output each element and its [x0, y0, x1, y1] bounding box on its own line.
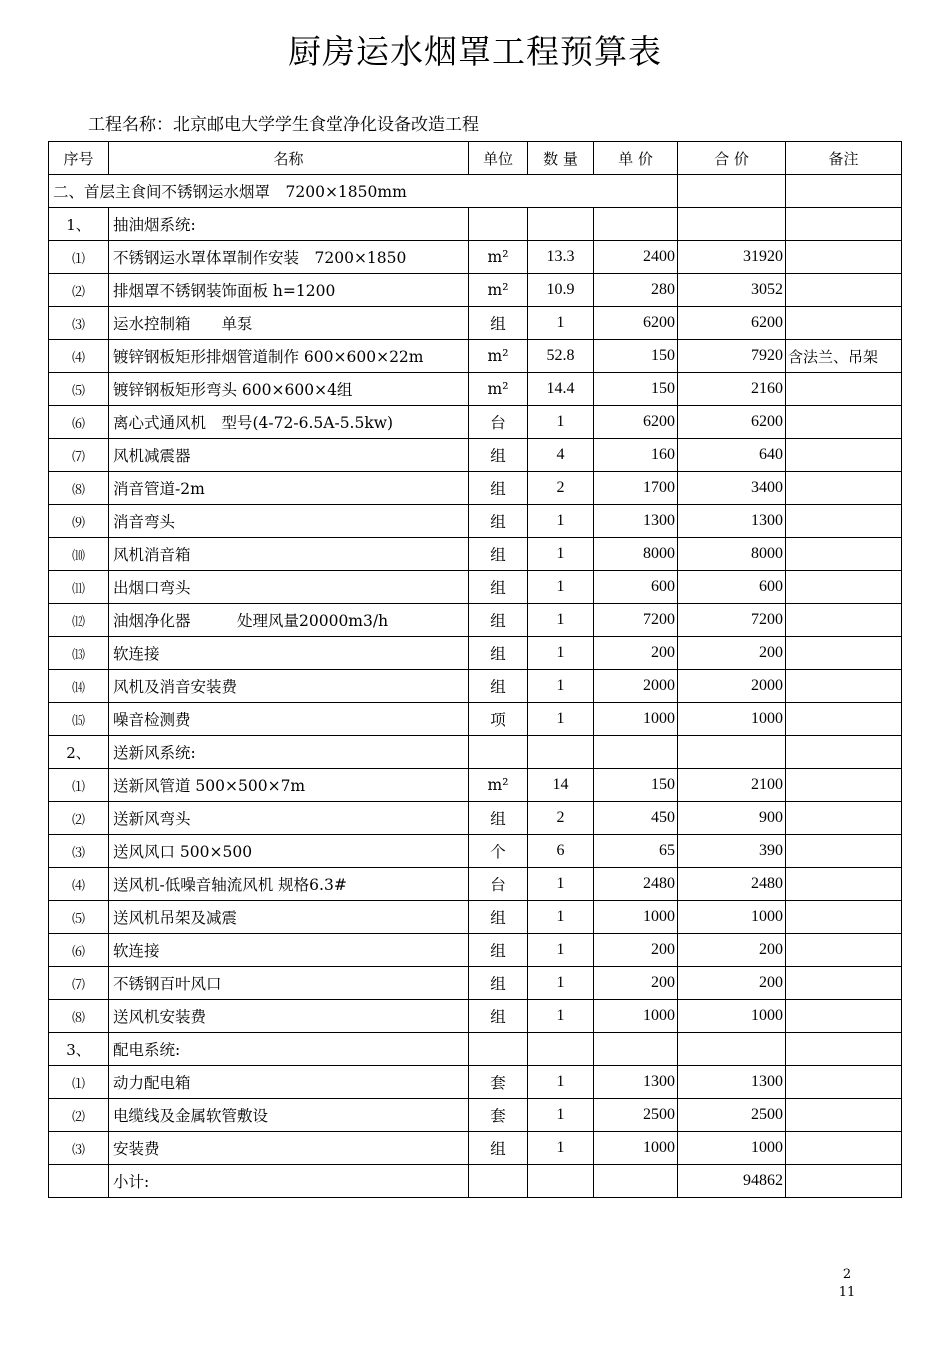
- row-name: 风机减震器: [109, 439, 469, 472]
- group-empty-cell: [678, 208, 786, 241]
- row-total-price: 640: [678, 439, 786, 472]
- table-row: [49, 1000, 902, 1033]
- row-name: 送风机-低噪音轴流风机 规格6.3#: [109, 868, 469, 901]
- row-unit-price: 8000: [594, 538, 678, 571]
- row-unit-price: 200: [594, 934, 678, 967]
- row-name: 离心式通风机 型号(4-72-6.5A-5.5kw): [109, 406, 469, 439]
- row-total-price: 6200: [678, 406, 786, 439]
- row-name: 消音管道-2m: [109, 472, 469, 505]
- row-unit: 组: [469, 1000, 528, 1033]
- row-note: [786, 571, 902, 604]
- row-note: [786, 439, 902, 472]
- row-number: ⒂: [49, 703, 109, 736]
- row-number: ⑼: [49, 505, 109, 538]
- row-note: [786, 307, 902, 340]
- row-note: [786, 241, 902, 274]
- row-quantity: 1: [528, 505, 594, 538]
- row-total-price: 2500: [678, 1099, 786, 1132]
- row-quantity: 1: [528, 637, 594, 670]
- row-number: ⑶: [49, 835, 109, 868]
- row-number: ⑶: [49, 307, 109, 340]
- row-unit-price: 1000: [594, 703, 678, 736]
- row-note: [786, 934, 902, 967]
- row-quantity: 13.3: [528, 241, 594, 274]
- row-unit-price: 1000: [594, 1000, 678, 1033]
- row-number: ⑸: [49, 901, 109, 934]
- row-unit: 组: [469, 637, 528, 670]
- row-note: [786, 472, 902, 505]
- group-empty-cell: [469, 1033, 528, 1066]
- row-unit-price: 2000: [594, 670, 678, 703]
- row-unit: 个: [469, 835, 528, 868]
- row-unit: 套: [469, 1099, 528, 1132]
- row-name: 软连接: [109, 637, 469, 670]
- row-name: 不锈钢百叶风口: [109, 967, 469, 1000]
- row-quantity: 14: [528, 769, 594, 802]
- row-quantity: 1: [528, 307, 594, 340]
- row-total-price: 2000: [678, 670, 786, 703]
- row-name: 送新风弯头: [109, 802, 469, 835]
- row-number: ⑵: [49, 802, 109, 835]
- row-unit: 组: [469, 472, 528, 505]
- row-unit-price: 1300: [594, 1066, 678, 1099]
- row-total-price: 8000: [678, 538, 786, 571]
- row-name: 风机消音箱: [109, 538, 469, 571]
- section-title: 二、首层主食间不锈钢运水烟罩 7200×1850mm: [49, 175, 678, 208]
- row-quantity: 1: [528, 670, 594, 703]
- row-note: [786, 1132, 902, 1165]
- row-unit-price: 6200: [594, 406, 678, 439]
- group-row: [49, 208, 902, 241]
- row-unit-price: 2400: [594, 241, 678, 274]
- row-quantity: 1: [528, 1066, 594, 1099]
- subtotal-value: 94862: [678, 1165, 786, 1198]
- row-name: 送风机安装费: [109, 1000, 469, 1033]
- row-quantity: 1: [528, 1099, 594, 1132]
- row-note: [786, 835, 902, 868]
- row-note: [786, 670, 902, 703]
- row-note: [786, 406, 902, 439]
- row-note: [786, 1000, 902, 1033]
- row-unit: 组: [469, 802, 528, 835]
- row-total-price: 600: [678, 571, 786, 604]
- group-name: 送新风系统:: [109, 736, 469, 769]
- row-name: 送新风管道 500×500×7m: [109, 769, 469, 802]
- row-number: ⑴: [49, 241, 109, 274]
- row-quantity: 1: [528, 967, 594, 1000]
- row-total-price: 3400: [678, 472, 786, 505]
- row-unit: m²: [469, 340, 528, 373]
- row-unit: 组: [469, 571, 528, 604]
- table-row: [49, 274, 902, 307]
- row-unit-price: 1000: [594, 901, 678, 934]
- row-quantity: 1: [528, 604, 594, 637]
- row-unit: 套: [469, 1066, 528, 1099]
- row-name: 油烟净化器 处理风量20000m3/h: [109, 604, 469, 637]
- row-number: ⑸: [49, 373, 109, 406]
- row-number: ⑷: [49, 340, 109, 373]
- row-note: [786, 901, 902, 934]
- table-row: [49, 241, 902, 274]
- row-unit: 项: [469, 703, 528, 736]
- group-number: 2、: [49, 736, 109, 769]
- row-unit-price: 200: [594, 967, 678, 1000]
- row-total-price: 200: [678, 934, 786, 967]
- row-unit-price: 65: [594, 835, 678, 868]
- group-empty-cell: [469, 208, 528, 241]
- row-note: [786, 505, 902, 538]
- row-note: [786, 802, 902, 835]
- budget-table: [48, 141, 902, 1198]
- row-quantity: 10.9: [528, 274, 594, 307]
- row-quantity: 1: [528, 901, 594, 934]
- subtotal-row: [49, 1165, 902, 1198]
- group-empty-cell: [786, 736, 902, 769]
- subtotal-label: 小计:: [109, 1165, 469, 1198]
- row-number: ⑷: [49, 868, 109, 901]
- section-empty-cell: [786, 175, 902, 208]
- row-total-price: 2480: [678, 868, 786, 901]
- document-title: 厨房运水烟罩工程预算表: [288, 32, 662, 71]
- table-row: [49, 835, 902, 868]
- group-empty-cell: [528, 1033, 594, 1066]
- row-total-price: 1000: [678, 901, 786, 934]
- row-number: ⑹: [49, 406, 109, 439]
- header-no: 序号: [49, 142, 109, 175]
- row-name: 消音弯头: [109, 505, 469, 538]
- row-unit-price: 160: [594, 439, 678, 472]
- row-unit: m²: [469, 769, 528, 802]
- row-quantity: 1: [528, 934, 594, 967]
- row-number: ⑴: [49, 769, 109, 802]
- table-row: [49, 307, 902, 340]
- row-quantity: 1: [528, 538, 594, 571]
- header-price: 单 价: [594, 142, 678, 175]
- subtotal-empty-cell: [49, 1165, 109, 1198]
- row-unit-price: 150: [594, 340, 678, 373]
- table-row: [49, 901, 902, 934]
- group-empty-cell: [594, 736, 678, 769]
- row-name: 镀锌钢板矩形弯头 600×600×4组: [109, 373, 469, 406]
- table-row: [49, 604, 902, 637]
- row-unit: 组: [469, 505, 528, 538]
- table-row: [49, 538, 902, 571]
- row-note: [786, 538, 902, 571]
- group-number: 1、: [49, 208, 109, 241]
- row-unit: 组: [469, 670, 528, 703]
- row-unit-price: 1000: [594, 1132, 678, 1165]
- group-empty-cell: [528, 736, 594, 769]
- group-empty-cell: [594, 208, 678, 241]
- row-name: 噪音检测费: [109, 703, 469, 736]
- row-number: ⑻: [49, 472, 109, 505]
- page-number: [832, 1266, 862, 1302]
- row-quantity: 52.8: [528, 340, 594, 373]
- table-row: [49, 703, 902, 736]
- group-empty-cell: [528, 208, 594, 241]
- row-total-price: 1000: [678, 1000, 786, 1033]
- header-name: 名称: [109, 142, 469, 175]
- row-unit-price: 2480: [594, 868, 678, 901]
- row-total-price: 6200: [678, 307, 786, 340]
- row-name: 送风风口 500×500: [109, 835, 469, 868]
- row-unit-price: 150: [594, 769, 678, 802]
- row-total-price: 200: [678, 637, 786, 670]
- row-unit: 组: [469, 538, 528, 571]
- row-unit: 组: [469, 901, 528, 934]
- row-name: 运水控制箱 单泵: [109, 307, 469, 340]
- row-name: 出烟口弯头: [109, 571, 469, 604]
- row-note: [786, 1066, 902, 1099]
- row-unit-price: 200: [594, 637, 678, 670]
- row-number: ⑺: [49, 967, 109, 1000]
- row-note: [786, 604, 902, 637]
- row-note: [786, 373, 902, 406]
- table-row: [49, 1099, 902, 1132]
- row-name: 动力配电箱: [109, 1066, 469, 1099]
- subtotal-empty-cell: [594, 1165, 678, 1198]
- header-qty: 数 量: [528, 142, 594, 175]
- row-name: 送风机吊架及减震: [109, 901, 469, 934]
- group-name: 配电系统:: [109, 1033, 469, 1066]
- row-quantity: 2: [528, 802, 594, 835]
- row-quantity: 1: [528, 1000, 594, 1033]
- row-unit: 台: [469, 868, 528, 901]
- row-unit: 台: [469, 406, 528, 439]
- row-quantity: 14.4: [528, 373, 594, 406]
- row-unit: 组: [469, 934, 528, 967]
- row-name: 风机及消音安装费: [109, 670, 469, 703]
- row-note: [786, 868, 902, 901]
- group-empty-cell: [594, 1033, 678, 1066]
- row-name: 电缆线及金属软管敷设: [109, 1099, 469, 1132]
- row-unit-price: 2500: [594, 1099, 678, 1132]
- header-note: 备注: [786, 142, 902, 175]
- table-row: [49, 571, 902, 604]
- row-quantity: 1: [528, 1132, 594, 1165]
- row-quantity: 6: [528, 835, 594, 868]
- row-total-price: 31920: [678, 241, 786, 274]
- table-row: [49, 439, 902, 472]
- table-row: [49, 670, 902, 703]
- row-quantity: 1: [528, 703, 594, 736]
- row-number: ⒀: [49, 637, 109, 670]
- row-unit: 组: [469, 1132, 528, 1165]
- table-row: [49, 868, 902, 901]
- row-note: [786, 637, 902, 670]
- row-note: [786, 967, 902, 1000]
- row-total-price: 7200: [678, 604, 786, 637]
- table-row: [49, 505, 902, 538]
- section-empty-cell: [678, 175, 786, 208]
- group-empty-cell: [678, 736, 786, 769]
- table-row: [49, 802, 902, 835]
- budget-table-body: [49, 175, 902, 1165]
- row-unit: m²: [469, 274, 528, 307]
- row-note: [786, 769, 902, 802]
- group-empty-cell: [678, 1033, 786, 1066]
- subtotal-empty-cell: [469, 1165, 528, 1198]
- row-note: 含法兰、吊架: [786, 340, 902, 373]
- row-unit-price: 280: [594, 274, 678, 307]
- row-number: ⒁: [49, 670, 109, 703]
- row-unit: 组: [469, 967, 528, 1000]
- subtotal-empty-cell: [786, 1165, 902, 1198]
- row-number: ⑿: [49, 604, 109, 637]
- row-unit: 组: [469, 604, 528, 637]
- row-number: ⑻: [49, 1000, 109, 1033]
- table-row: [49, 373, 902, 406]
- row-unit-price: 1300: [594, 505, 678, 538]
- row-name: 安装费: [109, 1132, 469, 1165]
- row-total-price: 390: [678, 835, 786, 868]
- row-number: ⑹: [49, 934, 109, 967]
- row-total-price: 900: [678, 802, 786, 835]
- row-name: 软连接: [109, 934, 469, 967]
- row-unit: m²: [469, 373, 528, 406]
- table-row: [49, 769, 902, 802]
- group-empty-cell: [786, 1033, 902, 1066]
- table-row: [49, 340, 902, 373]
- page-number-bottom: 11: [838, 1285, 856, 1300]
- row-quantity: 1: [528, 571, 594, 604]
- row-total-price: 1300: [678, 1066, 786, 1099]
- row-quantity: 4: [528, 439, 594, 472]
- row-unit: 组: [469, 307, 528, 340]
- row-number: ⑴: [49, 1066, 109, 1099]
- table-row: [49, 1066, 902, 1099]
- row-total-price: 200: [678, 967, 786, 1000]
- row-unit: 组: [469, 439, 528, 472]
- row-note: [786, 1099, 902, 1132]
- row-name: 不锈钢运水罩体罩制作安装 7200×1850: [109, 241, 469, 274]
- table-row: [49, 472, 902, 505]
- project-name: 工程名称：北京邮电大学学生食堂净化设备改造工程: [88, 115, 479, 135]
- row-unit-price: 450: [594, 802, 678, 835]
- table-row: [49, 967, 902, 1000]
- row-note: [786, 274, 902, 307]
- row-total-price: 1000: [678, 703, 786, 736]
- row-unit-price: 6200: [594, 307, 678, 340]
- header-unit: 单位: [469, 142, 528, 175]
- group-number: 3、: [49, 1033, 109, 1066]
- header-total: 合 价: [678, 142, 786, 175]
- row-number: ⑾: [49, 571, 109, 604]
- row-total-price: 7920: [678, 340, 786, 373]
- row-total-price: 3052: [678, 274, 786, 307]
- row-total-price: 1000: [678, 1132, 786, 1165]
- row-quantity: 1: [528, 868, 594, 901]
- table-row: [49, 1132, 902, 1165]
- row-number: ⑵: [49, 274, 109, 307]
- table-row: [49, 637, 902, 670]
- group-empty-cell: [786, 208, 902, 241]
- page-number-top: 2: [842, 1267, 852, 1282]
- group-row: [49, 1033, 902, 1066]
- row-total-price: 2100: [678, 769, 786, 802]
- row-number: ⑺: [49, 439, 109, 472]
- group-row: [49, 736, 902, 769]
- row-unit-price: 150: [594, 373, 678, 406]
- row-total-price: 2160: [678, 373, 786, 406]
- group-name: 抽油烟系统:: [109, 208, 469, 241]
- subtotal-empty-cell: [528, 1165, 594, 1198]
- row-unit-price: 600: [594, 571, 678, 604]
- table-row: [49, 406, 902, 439]
- row-name: 排烟罩不锈钢装饰面板 h=1200: [109, 274, 469, 307]
- group-empty-cell: [469, 736, 528, 769]
- row-number: ⑵: [49, 1099, 109, 1132]
- table-header-row: [49, 142, 902, 175]
- row-note: [786, 703, 902, 736]
- row-number: ⑶: [49, 1132, 109, 1165]
- table-row: [49, 934, 902, 967]
- row-quantity: 1: [528, 406, 594, 439]
- row-quantity: 2: [528, 472, 594, 505]
- section-row: [49, 175, 902, 208]
- row-number: ⑽: [49, 538, 109, 571]
- row-unit: m²: [469, 241, 528, 274]
- row-name: 镀锌钢板矩形排烟管道制作 600×600×22m: [109, 340, 469, 373]
- row-total-price: 1300: [678, 505, 786, 538]
- row-unit-price: 7200: [594, 604, 678, 637]
- row-unit-price: 1700: [594, 472, 678, 505]
